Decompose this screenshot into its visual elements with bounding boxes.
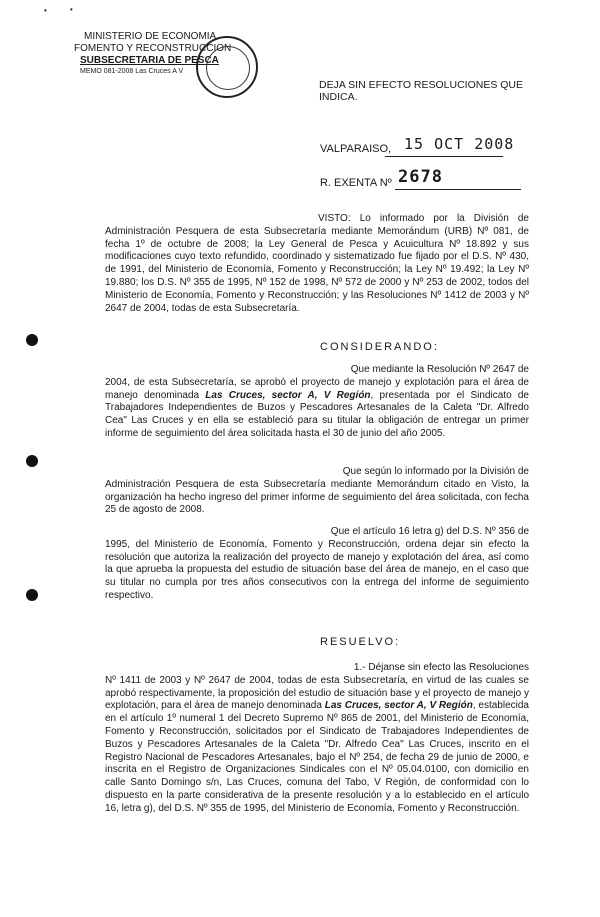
resuelvo-paragraph-1	[105, 662, 529, 816]
place-label: VALPARAISO,	[320, 143, 392, 155]
considerando-1-area: Las Cruces, sector A, V Región	[205, 389, 371, 401]
binder-hole	[26, 334, 38, 346]
considerando-3-text: 1995, del Ministerio de Economía, Fomento y Reconstrucción, ordena dejar sin efecto la resolución que autoriza la realización del proyecto de manejo y explotación del área, así como la que aprueba la propuesta del estudio de situación base del área de manejo, en el caso que su titular no cumpla por tres años consecutivos con la entrega del informe de seguimiento respectivo.	[105, 538, 529, 601]
considerando-2-lead: Que según lo informado por la División de	[342, 466, 529, 477]
ministry-seal-stamp	[196, 36, 258, 98]
considerando-paragraph-2	[105, 466, 529, 517]
resolution-subject: DEJA SIN EFECTO RESOLUCIONES QUE INDICA.	[319, 79, 524, 103]
considerando-heading: CONSIDERANDO:	[320, 341, 439, 353]
considerando-1-text-a: 2004, de esta Subsecretaría, se aprobó el proyecto de manejo y explotación para el área de manejo denominada	[105, 376, 529, 401]
visto-label: VISTO:	[318, 213, 351, 224]
number-underline	[395, 189, 521, 190]
ministry-name: MINISTERIO DE ECONOMIA	[84, 31, 217, 42]
memo-reference: MEMO 081-2008 Las Cruces A V	[80, 68, 184, 75]
binder-hole	[26, 589, 38, 601]
scan-mark: •	[70, 5, 73, 14]
resuelvo-heading: RESUELVO:	[320, 636, 401, 648]
considerando-paragraph-3	[105, 526, 529, 603]
considerando-1-lead: Que mediante la Resolución Nº 2647 de	[350, 364, 529, 375]
scan-mark: •	[44, 6, 47, 15]
date-underline	[385, 156, 503, 157]
considerando-paragraph-1	[105, 364, 529, 441]
ministry-name-line2: FOMENTO Y RECONSTRUCCION	[74, 43, 232, 54]
binder-hole	[26, 455, 38, 467]
resuelvo-1-text-a: Nº 1411 de 2003 y Nº 2647 de 2004, todas de esta Subsecretaría, en virtud de las cuales se aprobó respectivamente, la proposición del estudio de situación base y el proyecto de manejo y explotación, para el área de manejo denominada	[105, 674, 529, 712]
considerando-1-text-b: , presentada por el Sindicato de Trabajadores Independientes de Buzos y Pescadores Artesanales de la Caleta "Dr. Alfredo Cea" Las Cruces y en ella se estableció para su titular la obligación de entregar un primer informe de seguimiento del área solicitada hasta el 30 de junio del año 2005.	[105, 389, 529, 439]
subsecretaria-name: SUBSECRETARIA DE PESCA	[80, 55, 219, 66]
resolution-number-label: R. EXENTA Nº	[320, 177, 392, 189]
considerando-2-text: Administración Pesquera de esta Subsecretaría mediante Memorándum citado en Visto, la organización ha hecho ingreso del primer informe de seguimiento del área solicitada, con fecha 25 de agosto de 2008.	[105, 478, 529, 516]
resuelvo-1-lead: 1.- Déjanse sin efecto las Resoluciones	[353, 662, 529, 673]
considerando-3-lead: Que el artículo 16 letra g) del D.S. Nº 356 de	[330, 526, 529, 537]
seal-inner-ring	[206, 46, 250, 90]
resolution-date: 15 OCT 2008	[404, 135, 515, 153]
resuelvo-1-area: Las Cruces, sector A, V Región	[324, 700, 473, 712]
resuelvo-1-text-b: , establecida en el artículo 1º numeral 1 del Decreto Supremo Nº 865 de 2001, del Ministerio de Economía, Fomento y Reconstrucción, solicitados por el Sindicato de Trabajadores Independientes de Buzos y Pescadores Artesanales de la Caleta "Dr. Alfredo Cea" Las Cruces, inscrito en el Registro Nacional de Pescadores Artesanales, bajo el Nº 254, de fecha 29 de junio de 2000, e inscrita en el Registro de Organizaciones Sindicales con el Nº 05.04.0100, con domicilio en calle Santo Domingo s/n, Las Cruces, comuna del Tabo, V Región, de conformidad con lo dispuesto en la parte considerativa de la presente resolución y a lo establecido en el artículo 16, letra g), del D.S. Nº 355 de 1995, del Ministerio de Economía, Fomento y Reconstrucción.	[105, 700, 529, 814]
visto-paragraph	[105, 213, 529, 315]
resolution-number: 2678	[398, 167, 443, 187]
visto-text: Lo informado por la División de Administración Pesquera de esta Subsecretaría mediante Memorándum (URB) Nº 081, de fecha 1º de octubre de 2008; la Ley General de Pesca y Acuicultura Nº 18.892 y sus modificaciones cuyo texto refundido, coordinado y sistematizado fue fijado por el D.S. Nº 430, de 1991, del Ministerio de Economía, Fomento y Reconstrucción; la Ley Nº 19.492; la Ley Nº 19.880; los D.S. Nº 355 de 1995, Nº 152 de 1998, Nº 572 de 2000 y Nº 253 de 2002, todos del Ministerio de Economía, Fomento y Reconstrucción; y las Resoluciones Nº 1412 de 2003 y Nº 2647 de 2004, todas de esta Subsecretaría.	[105, 213, 529, 314]
